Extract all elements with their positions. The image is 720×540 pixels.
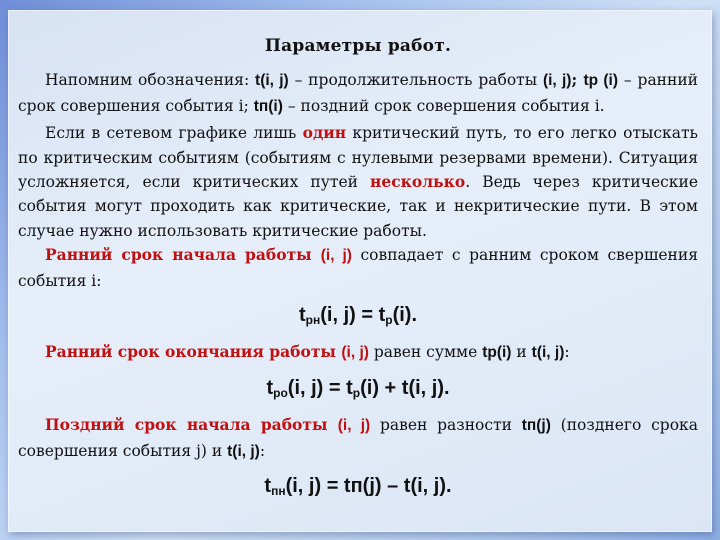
text: равен сумме (368, 343, 483, 362)
term-tp: tр(i) (482, 344, 512, 362)
text: – ранний срок совершения события i; (18, 71, 699, 115)
formula-late-start (18, 474, 698, 503)
term-t-ij: t(i, j) (531, 344, 565, 362)
slide-content (18, 34, 698, 512)
term-t-ij: t(i, j) (255, 72, 289, 90)
formula-part: (i) + t(i, j). (360, 376, 450, 399)
text: : (564, 343, 570, 362)
formula-early-start (18, 303, 698, 332)
definition-early-finish: Ранний срок окончания работы (45, 342, 342, 362)
text: Если в сетевом графике лишь (45, 124, 303, 143)
paragraph-notation (18, 68, 698, 119)
formula-sub: ро (273, 385, 288, 400)
term-tn: tп(j) (521, 417, 551, 435)
text: . Ведь через критические события могут проходить как критические, так и некритические пути. В этом случае нужно использовать критические работы. (18, 173, 698, 240)
paragraph-early-start (18, 243, 698, 293)
text: равен разности (370, 416, 522, 435)
text: ; (571, 70, 584, 90)
formula-part: (i, j) = t (287, 376, 353, 399)
slide-title: Параметры работ. (264, 36, 452, 56)
text: – поздний срок совершения события i. (282, 96, 605, 115)
formula-early-finish (18, 376, 698, 405)
text: (позднего срока совершения события j) и (18, 416, 698, 460)
paragraph-early-finish (18, 340, 698, 365)
term-ij: (i, j) (341, 344, 369, 362)
definition-late-start: Поздний срок начала работы (45, 415, 338, 435)
term-ij: (i, j) (542, 72, 572, 90)
term-tp: tр (i) (583, 72, 619, 90)
formula-part: t (264, 475, 272, 498)
term-ij: (i, j) (320, 247, 352, 265)
text: и (511, 343, 532, 362)
formula-part: (i, j) = t (320, 304, 386, 327)
formula-part: (i, j) = tп(j) – t(i, j). (285, 475, 452, 498)
paragraph-critical-path (18, 121, 698, 243)
text: Напомним обозначения: (45, 71, 256, 90)
formula-part: t (266, 376, 274, 399)
term-tn: tп(i) (253, 97, 283, 115)
formula-part: (i). (392, 304, 418, 327)
text: совпадает с ранним сроком свершения события i: (18, 246, 698, 290)
text: – продолжительность работы (288, 71, 543, 90)
text: критический путь, то его легко отыскать по критическим событиям (событиям с нулевыми резервами времени). Ситуация усложняется, если критических путей (18, 124, 698, 192)
formula-sub: рн (305, 313, 321, 328)
formula-sub: пн (271, 484, 286, 499)
text: : (259, 441, 266, 460)
term-ij: (i, j) (337, 417, 371, 435)
formula-sub: р (352, 385, 361, 400)
formula-part: t (298, 304, 306, 327)
paragraph-late-start (18, 413, 698, 464)
term-t-ij: t(i, j) (227, 442, 260, 460)
highlight-one: один (302, 123, 347, 143)
highlight-several: несколько (370, 172, 466, 192)
formula-sub: р (385, 313, 393, 328)
definition-early-start: Ранний срок начала работы (45, 245, 321, 265)
